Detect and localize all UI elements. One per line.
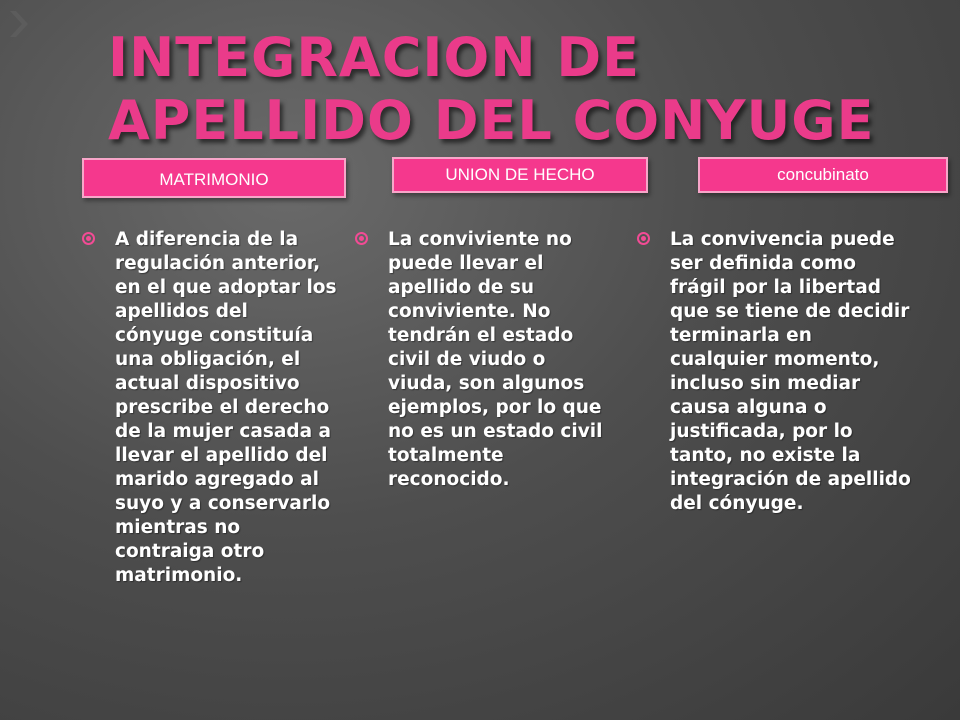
chevron-right-icon <box>8 10 30 38</box>
column-union-de-hecho <box>355 228 605 492</box>
bullet-icon <box>637 232 650 245</box>
tag-union-de-hecho <box>392 157 648 193</box>
tag-label: concubinato <box>777 165 869 184</box>
column-text: A diferencia de la regulación anterior, en el que adoptar los apellidos del cónyuge constituía una obligación, el actual dispositivo prescribe el derecho de la mujer casada a llevar el apellido del marido agregado al suyo y a conservarlo mientras no contraiga otro matrimonio. <box>115 229 337 586</box>
column-matrimonio <box>82 228 337 588</box>
column-concubinato <box>637 228 911 516</box>
tag-matrimonio <box>82 158 346 198</box>
bullet-icon <box>355 232 368 245</box>
slide-title: INTEGRACION DE APELLIDO DEL CONYUGE <box>108 26 875 152</box>
bullet-icon <box>82 232 95 245</box>
tag-label: MATRIMONIO <box>159 170 269 189</box>
tag-label: UNION DE HECHO <box>445 165 595 184</box>
tag-concubinato <box>698 157 948 193</box>
column-text: La conviviente no puede llevar el apellido de su conviviente. No tendrán el estado civil de viudo o viuda, son algunos ejemplos, por lo que no es un estado civil totalmente reconocido. <box>388 229 603 490</box>
column-text: La convivencia puede ser definida como frágil por la libertad que se tiene de decidir terminarla en cualquier momento, incluso sin mediar causa alguna o justificada, por lo tanto, no existe la integración de apellido del cónyuge. <box>670 229 911 514</box>
